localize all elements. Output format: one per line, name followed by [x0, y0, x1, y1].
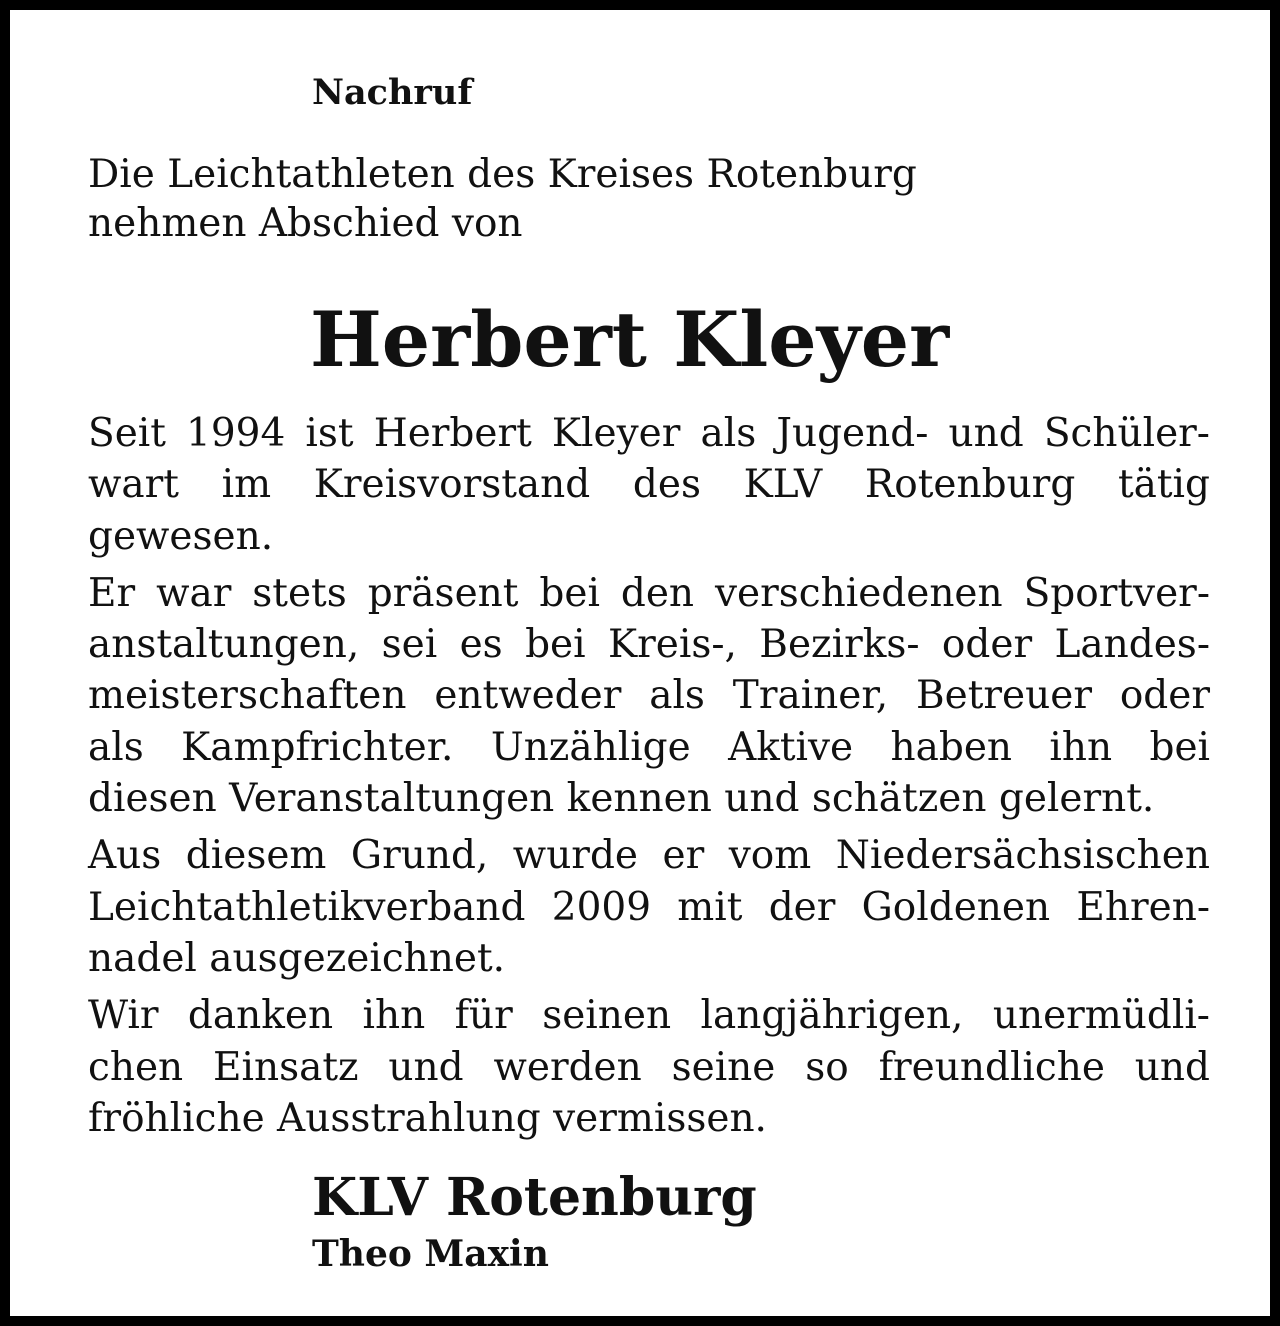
- organization-name: KLV Rotenburg: [312, 1167, 757, 1228]
- notice-heading: Nachruf: [312, 72, 473, 113]
- paragraph-line: wart im Kreisvorstand des KLV Rotenburg tätig: [88, 462, 1210, 508]
- paragraph: [88, 990, 1210, 1144]
- paragraph-line: Wir danken ihn für seinen langjährigen, unermüdli-: [88, 993, 1210, 1039]
- paragraph-line: als Kampfrichter. Unzählige Aktive haben ihn bei: [88, 724, 1210, 770]
- paragraph-line: gewesen.: [88, 513, 274, 559]
- paragraph-line: Seit 1994 ist Herbert Kleyer als Jugend- und Schüler-: [88, 411, 1210, 456]
- paragraph-line: Aus diesem Grund, wurde er vom Niedersächsischen: [88, 833, 1210, 879]
- paragraph-line: nadel ausgezeichnet.: [88, 935, 506, 981]
- notice-body: [88, 408, 1210, 1150]
- paragraph: [88, 568, 1210, 824]
- paragraph-line: Leichtathletikverband 2009 mit der Goldenen Ehren-: [88, 884, 1210, 930]
- intro-line: Die Leichtathleten des Kreises Rotenburg: [88, 152, 917, 197]
- paragraph-line: meisterschaften entweder als Trainer, Betreuer oder: [88, 673, 1210, 719]
- paragraph: [88, 830, 1210, 984]
- paragraph-line: diesen Veranstaltungen kennen und schätzen gelernt.: [88, 776, 1155, 822]
- paragraph-line: fröhliche Ausstrahlung vermissen.: [88, 1095, 767, 1141]
- intro-line: nehmen Abschied von: [88, 201, 523, 246]
- paragraph: [88, 408, 1210, 562]
- paragraph-line: chen Einsatz und werden seine so freundliche und: [88, 1044, 1210, 1090]
- paragraph-line: anstaltungen, sei es bei Kreis-, Bezirks- oder Landes-: [88, 622, 1210, 668]
- signer-name: Theo Maxin: [312, 1233, 549, 1275]
- deceased-name: Herbert Kleyer: [310, 295, 950, 384]
- paragraph-line: Er war stets präsent bei den verschiedenen Sportver-: [88, 570, 1210, 616]
- intro-text: [88, 150, 1218, 248]
